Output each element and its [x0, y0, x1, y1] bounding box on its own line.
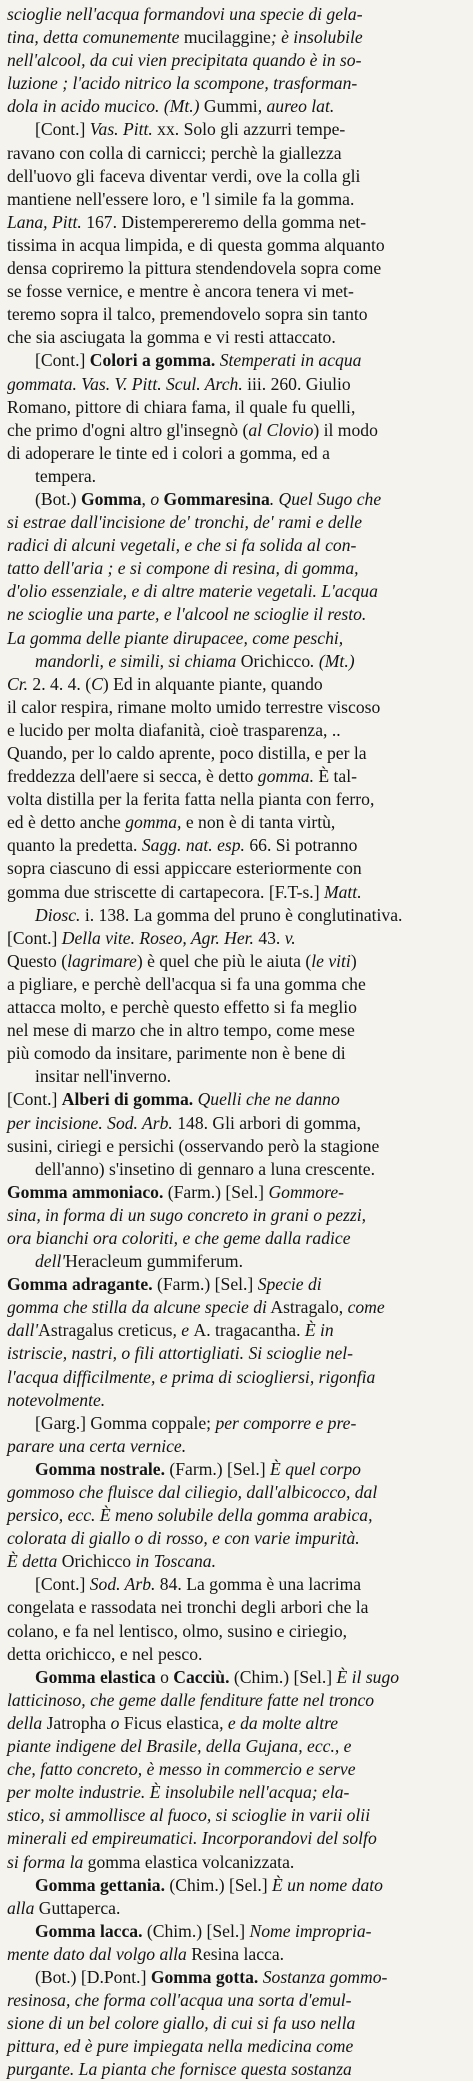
- text-segment: o: [155, 1666, 174, 1687]
- italic-text: o: [150, 488, 160, 509]
- text-segment: dell'anno) s'insetino di gennaro a luna crescente.: [35, 1158, 376, 1179]
- entry-headword: Gomma: [80, 488, 142, 509]
- text-segment: Quando, per lo caldo aprente, poco distilla, e per la: [7, 743, 367, 763]
- text-line: [7, 765, 466, 788]
- text-segment: ,: [141, 488, 151, 509]
- italic-text: mente dato dal volgo alla: [7, 1943, 192, 1964]
- text-line: [7, 1781, 466, 1804]
- text-segment: susini, ciriegi e persichi (osservando però la stagione: [7, 1135, 380, 1156]
- text-segment: detta orichicco, e nel pesco.: [7, 1643, 203, 1664]
- italic-text: Sostanza gommo-: [258, 1966, 388, 1987]
- italic-text: in Toscana.: [131, 1551, 217, 1572]
- text-line: [7, 1458, 466, 1481]
- text-line: [7, 603, 466, 626]
- italic-text: Cr.: [7, 673, 29, 694]
- text-segment: 2. 4. 4. (: [28, 673, 92, 694]
- text-segment: 167. Distempereremo della gomma net-: [81, 211, 367, 232]
- text-line: [7, 1920, 466, 1943]
- text-line: [7, 1527, 466, 1550]
- text-segment: Romano, pittore di chiara fama, il quale fu quelli,: [7, 396, 356, 417]
- italic-text: Della vite. Roseo, Agr. Her.: [61, 927, 254, 948]
- text-segment: 43.: [253, 927, 285, 948]
- italic-text: piante indigene del Brasile, della Gujana, ecc., e: [7, 1736, 352, 1757]
- italic-text: per comporre e pre-: [215, 1412, 357, 1433]
- italic-text: È un nome dato: [272, 1874, 383, 1895]
- italic-text: gomma,: [125, 812, 182, 833]
- text-line: [7, 1874, 466, 1897]
- text-segment: 66. Si potranno: [244, 835, 358, 856]
- text-line: [7, 465, 466, 488]
- text-segment: iii. 260. Giulio: [242, 373, 351, 394]
- italic-text: v.: [284, 927, 296, 948]
- text-segment: sopra ciascuno di essi appiccare esteriormente con: [7, 858, 362, 879]
- text-line: [7, 1966, 466, 1989]
- text-line: [7, 904, 466, 927]
- text-line: [7, 1435, 466, 1458]
- italic-text: al Clovio: [248, 419, 314, 440]
- text-line: [7, 1389, 466, 1412]
- italic-text: o: [106, 1712, 124, 1733]
- italic-text: radici di alcuni vegetali, e che si fa solida al con-: [7, 535, 357, 556]
- text-segment: congelata e rassodata nei tronchi degli arbori che la: [7, 1597, 369, 1618]
- italic-text: Gommore-: [268, 1181, 345, 1202]
- text-segment: Astragalo,: [266, 1297, 348, 1318]
- text-line: [7, 2035, 466, 2058]
- text-segment: mantiene nell'essere loro, e 'l simile fa la gomma.: [7, 188, 355, 209]
- text-segment: ed è detto anche: [7, 812, 126, 833]
- text-line: [7, 1481, 466, 1504]
- text-line: [7, 1827, 466, 1850]
- text-segment: A. tragacantha.: [193, 1320, 301, 1341]
- text-line: [7, 1342, 466, 1365]
- italic-text: dell': [35, 1251, 66, 1272]
- text-line: [7, 1250, 466, 1273]
- text-segment: (Bot.) [D.Pont.]: [35, 1966, 151, 1987]
- italic-text: purgante. La pianta che fornisce questa sostanza: [7, 2059, 352, 2080]
- italic-text: nell'alcool, da cui vien precipitata quando è in so-: [7, 50, 362, 71]
- italic-text: È detta: [7, 1551, 62, 1572]
- italic-text: , e da molte altre: [219, 1712, 339, 1733]
- italic-text: pittura, ed è pure impiegata nella medicina come: [7, 2036, 354, 2057]
- italic-text: gomma che stilla da alcune specie di: [7, 1297, 267, 1318]
- text-line: [7, 1620, 466, 1643]
- italic-text: ora bianchi ora coloriti, e che geme dalla radice: [7, 1227, 351, 1248]
- entry-headword: Gomma adragante.: [7, 1274, 153, 1295]
- italic-text: parare una certa vernice.: [7, 1435, 187, 1456]
- text-line: [7, 442, 466, 465]
- text-segment: di adoperare le tinte ed i colori a gomma, ed a: [7, 442, 330, 463]
- text-line: [7, 1273, 466, 1296]
- italic-text: , aureo lat.: [257, 96, 335, 117]
- text-segment: Orichicco: [240, 650, 311, 671]
- text-segment: ) Ed in alquante piante, quando: [102, 673, 323, 694]
- italic-text: colorata di giallo o di rosso, e con varie impurità.: [7, 1528, 360, 1549]
- entry-headword: Alberi di gomma.: [61, 1089, 194, 1110]
- text-segment: (Bot.): [35, 488, 81, 509]
- italic-text: minerali ed empireumatici. Incorporandovi del solfo: [7, 1828, 377, 1849]
- text-line: [7, 1943, 466, 1966]
- text-line: [7, 673, 466, 696]
- text-line: [7, 1851, 466, 1874]
- text-line: [7, 142, 466, 165]
- italic-text: sione di un bel colore giallo, di cui si fa uso nella: [7, 2013, 356, 2034]
- text-line: [7, 3, 466, 26]
- text-segment: Questo (: [7, 950, 68, 971]
- text-segment: 148. Gli arbori di gomma,: [172, 1112, 361, 1133]
- text-line: [7, 811, 466, 834]
- text-line: [7, 950, 466, 973]
- entry-headword: Gomma gettania.: [35, 1874, 165, 1895]
- text-line: [7, 1989, 466, 2012]
- text-line: [7, 719, 466, 742]
- text-segment: densa copriremo la pittura stendendovela sopra come: [7, 258, 382, 279]
- italic-text: si forma la: [7, 1851, 88, 1872]
- text-line: [7, 1897, 466, 1920]
- text-line: [7, 2058, 466, 2081]
- text-segment: mucilaggine: [183, 27, 271, 48]
- italic-text: È quel corpo: [270, 1458, 361, 1479]
- text-line: [7, 1112, 466, 1135]
- text-line: [7, 650, 466, 673]
- text-line: [7, 834, 466, 857]
- italic-text: alla: [7, 1897, 39, 1918]
- text-segment: Ficus elastica: [123, 1712, 220, 1733]
- text-line: [7, 1227, 466, 1250]
- text-segment: ) è quel che più le aiuta (: [136, 950, 312, 971]
- text-segment: tissima in acqua limpida, e di questa gomma alquanto: [7, 234, 385, 255]
- text-segment: quanto la predetta.: [7, 835, 142, 856]
- italic-text: È il sugo: [336, 1666, 400, 1687]
- text-line: [7, 857, 466, 880]
- italic-text: Diosc.: [35, 904, 81, 925]
- text-line: [7, 1065, 466, 1088]
- text-line: [7, 1666, 466, 1689]
- text-segment: volta distilla per la ferita fatta nella pianta con ferro,: [7, 789, 375, 810]
- text-segment: Astragalus creticus: [38, 1320, 173, 1341]
- text-line: [7, 1135, 466, 1158]
- italic-text: stico, si ammollisce al fuoco, si scioglie in varii olii: [7, 1805, 371, 1826]
- text-segment: Resina lacca.: [191, 1943, 285, 1964]
- text-line: [7, 1735, 466, 1758]
- italic-text: luzione ; l'acido nitrico la scompone, trasforman-: [7, 73, 358, 94]
- text-segment: [Garg.] Gomma coppale;: [35, 1412, 216, 1433]
- italic-text: C: [91, 673, 103, 694]
- text-segment: e non è di tanta virtù,: [181, 812, 336, 833]
- text-segment: il calor respira, rimane molto umido terrestre viscoso: [7, 696, 381, 717]
- text-segment: [Cont.]: [35, 350, 90, 371]
- italic-text: si estrae dall'incisione de' tronchi, de' rami e delle: [7, 512, 363, 533]
- text-segment: insitar nell'inverno.: [35, 1066, 172, 1087]
- text-segment: e lucido per molta diafanità, cioè trasparenza, ..: [7, 719, 341, 740]
- text-segment: (Chim.) [Sel.]: [229, 1666, 337, 1687]
- italic-text: . (Mt.): [310, 650, 355, 671]
- text-line: [7, 557, 466, 580]
- text-segment: (Chim.) [Sel.]: [142, 1920, 250, 1941]
- italic-text: dall': [7, 1320, 39, 1341]
- italic-text: lagrimare: [67, 950, 137, 971]
- text-line: [7, 927, 466, 950]
- italic-text: notevolmente.: [7, 1389, 106, 1410]
- text-line: [7, 396, 466, 419]
- text-segment: dell'uovo gli faceva diventar verdi, ove la colla gli: [7, 165, 361, 186]
- entry-headword: Gomma gotta.: [150, 1966, 259, 1987]
- text-segment: nel mese di marzo che in altro tempo, come mese: [7, 1020, 355, 1041]
- text-segment: [Cont.]: [35, 1574, 90, 1595]
- text-line: [7, 419, 466, 442]
- italic-text: Quelli che ne danno: [193, 1089, 340, 1110]
- text-line: [7, 696, 466, 719]
- text-line: [7, 1643, 466, 1666]
- entry-headword: Gomma elastica: [35, 1666, 156, 1687]
- text-line: [7, 1366, 466, 1389]
- entry-headword: Gomma ammoniaco.: [7, 1181, 164, 1202]
- italic-text: della: [7, 1712, 47, 1733]
- italic-text: gommoso che fluisce dal ciliegio, dall'albicocco, dal: [7, 1482, 378, 1502]
- text-line: [7, 627, 466, 650]
- text-segment: Gummi: [203, 96, 258, 117]
- text-line: [7, 303, 466, 326]
- text-segment: [Cont.]: [7, 927, 62, 948]
- italic-text: gommata. Vas. V. Pitt. Scul. Arch.: [7, 373, 243, 394]
- text-line: [7, 1689, 466, 1712]
- text-line: [7, 881, 466, 904]
- text-line: [7, 1158, 466, 1181]
- italic-text: È in: [300, 1320, 334, 1341]
- text-line: [7, 1181, 466, 1204]
- text-line: [7, 349, 466, 372]
- text-line: [7, 580, 466, 603]
- italic-text: Stemperati in acqua: [215, 350, 362, 371]
- text-line: [7, 1204, 466, 1227]
- text-line: [7, 211, 466, 234]
- text-line: [7, 188, 466, 211]
- italic-text: per molte industrie. È insolubile nell'acqua; ela-: [7, 1782, 350, 1803]
- italic-text: tina, detta comunemente: [7, 27, 184, 48]
- text-line: [7, 165, 466, 188]
- text-line: [7, 95, 466, 118]
- text-line: [7, 534, 466, 557]
- text-line: [7, 996, 466, 1019]
- text-line: [7, 742, 466, 765]
- italic-text: Sod. Arb.: [89, 1574, 156, 1595]
- italic-text: dola in acido mucico. (Mt.): [7, 96, 204, 117]
- text-line: [7, 257, 466, 280]
- text-segment: ) il modo: [313, 419, 378, 440]
- text-line: [7, 1758, 466, 1781]
- text-line: [7, 1550, 466, 1573]
- text-segment: ): [350, 950, 357, 971]
- italic-text: , e: [172, 1320, 194, 1341]
- text-segment: gomma due striscette di cartapecora. [F.T-s.]: [7, 881, 324, 902]
- text-line: [7, 1319, 466, 1342]
- text-segment: È tal-: [314, 766, 357, 787]
- text-line: [7, 373, 466, 396]
- italic-text: gomma.: [257, 766, 314, 787]
- text-segment: attacca molto, e perchè questo effetto si fa meglio: [7, 997, 357, 1018]
- text-line: [7, 26, 466, 49]
- text-line: [7, 2012, 466, 2035]
- text-segment: (Farm.) [Sel.]: [152, 1274, 258, 1295]
- text-segment: più comodo da insitare, parimente non è bene di: [7, 1043, 346, 1064]
- text-line: [7, 1296, 466, 1319]
- text-line: [7, 49, 466, 72]
- entry-headword: Gommaresina: [163, 488, 270, 509]
- text-line: [7, 234, 466, 257]
- text-segment: (Farm.) [Sel.]: [163, 1181, 269, 1202]
- italic-text: Vas. Pitt.: [89, 119, 153, 140]
- text-segment: Guttaperca.: [38, 1897, 121, 1918]
- text-segment: freddezza dell'aere si secca, è detto: [7, 766, 258, 787]
- entry-headword: Gomma lacca.: [35, 1920, 143, 1941]
- text-line: [7, 511, 466, 534]
- text-segment: colano, e fa nel lentisco, olmo, susino e ciriegio,: [7, 1620, 348, 1641]
- italic-text: le viti: [311, 950, 351, 971]
- entry-headword: Cacciù.: [173, 1666, 230, 1687]
- italic-text: d'olio essenziale, e di altre materie vegetali. L'acqua: [7, 581, 378, 602]
- italic-text: resinosa, che forma coll'acqua una sorta d'emul-: [7, 1990, 352, 2011]
- text-line: [7, 1042, 466, 1065]
- italic-text: istriscie, nastri, o fili attortigliati. Si scioglie nel-: [7, 1343, 354, 1364]
- text-segment: [Cont.]: [7, 1089, 62, 1110]
- italic-text: che, fatto concreto, è messo in commercio e serve: [7, 1759, 356, 1780]
- text-segment: (Farm.) [Sel.]: [164, 1458, 271, 1479]
- text-line: [7, 1088, 466, 1111]
- italic-text: Lana, Pitt.: [7, 211, 82, 232]
- text-segment: Heracleum gummiferum.: [65, 1251, 243, 1272]
- text-segment: (Chim.) [Sel.]: [164, 1874, 272, 1895]
- text-segment: xx. Solo gli azzurri tempe-: [152, 119, 346, 140]
- text-line: [7, 326, 466, 349]
- text-segment: 84. La gomma è una lacrima: [155, 1574, 362, 1595]
- text-line: [7, 788, 466, 811]
- text-segment: teremo sopra il talco, premendovelo sopra sin tanto: [7, 304, 368, 325]
- text-line: [7, 280, 466, 303]
- text-line: [7, 118, 466, 141]
- text-segment: [Cont.]: [35, 119, 90, 140]
- text-segment: che primo d'ogni altro gl'insegnò (: [7, 419, 249, 440]
- text-segment: che sia asciugata la gomma e vi resti attaccato.: [7, 327, 336, 348]
- italic-text: persico, ecc. È meno solubile della gomma arabica,: [7, 1505, 373, 1526]
- italic-text: ne scioglie una parte, e l'alcool ne scioglie il resto.: [7, 604, 367, 625]
- text-segment: Jatropha: [46, 1712, 107, 1733]
- italic-text: Sagg. nat. esp.: [141, 835, 245, 856]
- text-segment: tempera.: [35, 465, 97, 486]
- italic-text: come: [347, 1297, 385, 1318]
- italic-text: mandorli, e simili, si chiama: [35, 650, 241, 671]
- italic-text: Matt.: [323, 881, 362, 902]
- italic-text: l'acqua difficilmente, e prima di sciogliersi, rigonfia: [7, 1366, 376, 1387]
- italic-text: tatto dell'aria ; e si compone di resina, di gomma,: [7, 558, 359, 579]
- italic-text: . Quel Sugo che: [269, 488, 382, 509]
- text-segment: i. 138. La gomma del pruno è conglutinativa.: [80, 904, 403, 925]
- text-segment: ravano con colla di carnicci; perchè la giallezza: [7, 142, 342, 163]
- italic-text: per incisione. Sod. Arb.: [7, 1112, 173, 1133]
- text-line: [7, 1504, 466, 1527]
- entry-headword: Gomma nostrale.: [35, 1458, 165, 1479]
- text-line: [7, 1712, 466, 1735]
- italic-text: scioglie nell'acqua formandovi una specie di gela-: [7, 4, 363, 24]
- text-line: [7, 1804, 466, 1827]
- text-line: [7, 1412, 466, 1435]
- text-line: [7, 973, 466, 996]
- italic-text: latticinoso, che geme dalle fenditure fatte nel tronco: [7, 1689, 375, 1710]
- text-segment: se fosse vernice, e mentre è ancora tenera vi met-: [7, 281, 354, 302]
- entry-headword: Colori a gomma.: [89, 350, 216, 371]
- italic-text: sina, in forma di un sugo concreto in grani o pezzi,: [7, 1204, 367, 1225]
- text-line: [7, 72, 466, 95]
- italic-text: Nome impropria-: [249, 1920, 372, 1941]
- text-line: [7, 1596, 466, 1619]
- italic-text: La gomma delle piante dirupacee, come peschi,: [7, 627, 344, 648]
- italic-text: ; è insolubile: [270, 27, 363, 48]
- text-line: [7, 488, 466, 511]
- text-segment: gomma elastica volcanizzata.: [87, 1851, 295, 1872]
- italic-text: Specie di: [257, 1274, 322, 1295]
- text-line: [7, 1573, 466, 1596]
- text-segment: Orichicco: [61, 1551, 132, 1572]
- text-segment: a pigliare, e perchè dell'acqua si fa una gomma che: [7, 973, 366, 994]
- text-line: [7, 1019, 466, 1042]
